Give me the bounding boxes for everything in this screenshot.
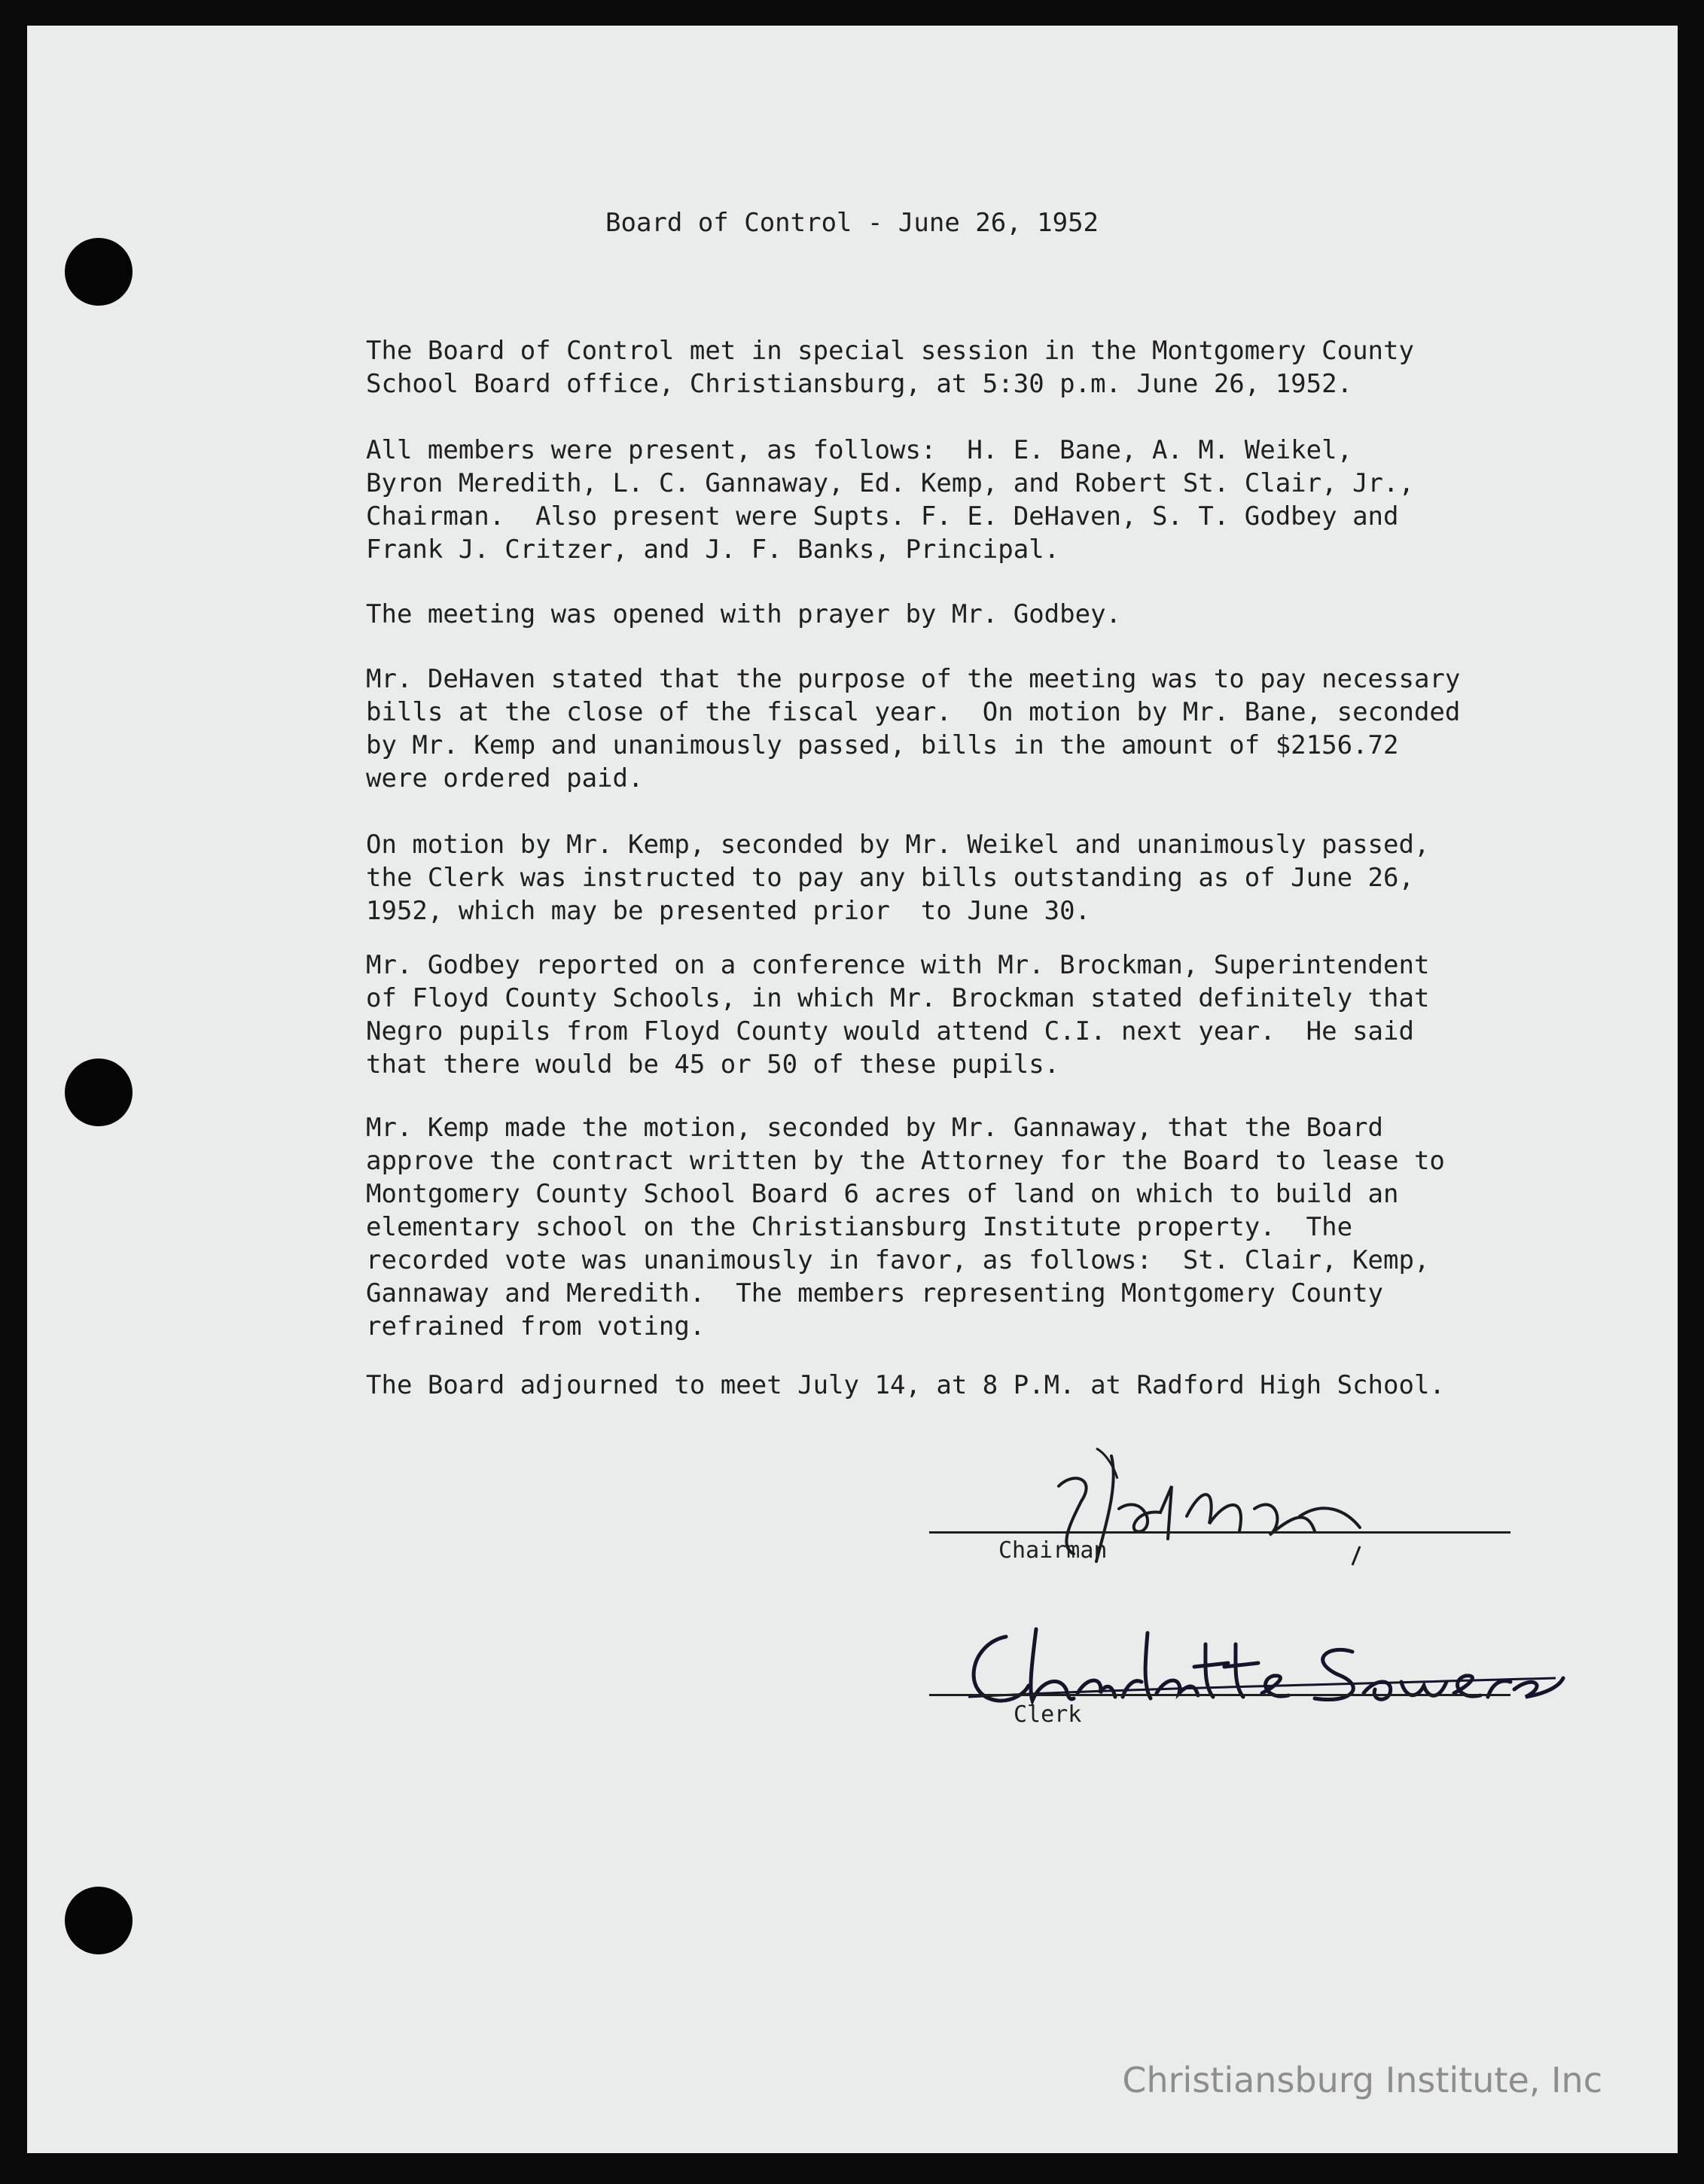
paragraph-prayer: The meeting was opened with prayer by Mr. Godbey. (366, 599, 1122, 629)
chairman-label: Chairman (998, 1537, 1108, 1564)
punch-hole-bottom (65, 1887, 133, 1954)
document-page (27, 26, 1678, 2153)
paragraph-land-lease: Mr. Kemp made the motion, seconded by Mr. Gannaway, that the Board approve the contract written by the Attorney for the Board to lease to Montgomery County School Board 6 acres of land on which to build an elementary school on the Christiansburg Institute property. The recorded vote was unanimously in favor, as follows: St. Clair, Kemp, Gannaway and Meredith. The members representing Montgomery County refrained from voting. (366, 1113, 1445, 1342)
paragraph-meeting-opening: The Board of Control met in special session in the Montgomery County School Board office, Christiansburg, at 5:30 p.m. June 26, 1952. (366, 336, 1414, 399)
punch-hole-middle (65, 1058, 133, 1126)
paragraph-outstanding-bills: On motion by Mr. Kemp, seconded by Mr. Weikel and unanimously passed, the Clerk was instructed to pay any bills outstanding as of June 26, 1952, which may be presented prior to June 30. (366, 830, 1430, 926)
chairman-signature-line (929, 1531, 1510, 1534)
punch-hole-top (65, 238, 133, 306)
paragraph-adjournment: The Board adjourned to meet July 14, at 8 P.M. at Radford High School. (366, 1370, 1445, 1400)
paragraph-bills-paid: Mr. DeHaven stated that the purpose of the meeting was to pay necessary bills at the close of the fiscal year. On motion by Mr. Bane, seconded by Mr. Kemp and unanimously passed, bills in the amount of $2156.72 were ordered paid. (366, 664, 1461, 793)
paragraph-members-present: All members were present, as follows: H. E. Bane, A. M. Weikel, Byron Meredith, L. C. Gannaway, Ed. Kemp, and Robert St. Clair, Jr., Chairman. Also present were Supts. F. E. DeHaven, S. T. Godbey and Frank J. Critzer, and J. F. Banks, Principal. (366, 435, 1414, 565)
watermark: Christiansburg Institute, Inc (1122, 2060, 1602, 2100)
clerk-signature-line (929, 1694, 1510, 1696)
document-title: Board of Control - June 26, 1952 (605, 208, 1099, 238)
paragraph-floyd-county: Mr. Godbey reported on a conference with Mr. Brockman, Superintendent of Floyd County Schools, in which Mr. Brockman stated definitely that Negro pupils from Floyd County would attend C.I. next year. He said that there would be 45 or 50 of these pupils. (366, 950, 1430, 1080)
clerk-label: Clerk (1014, 1701, 1082, 1728)
